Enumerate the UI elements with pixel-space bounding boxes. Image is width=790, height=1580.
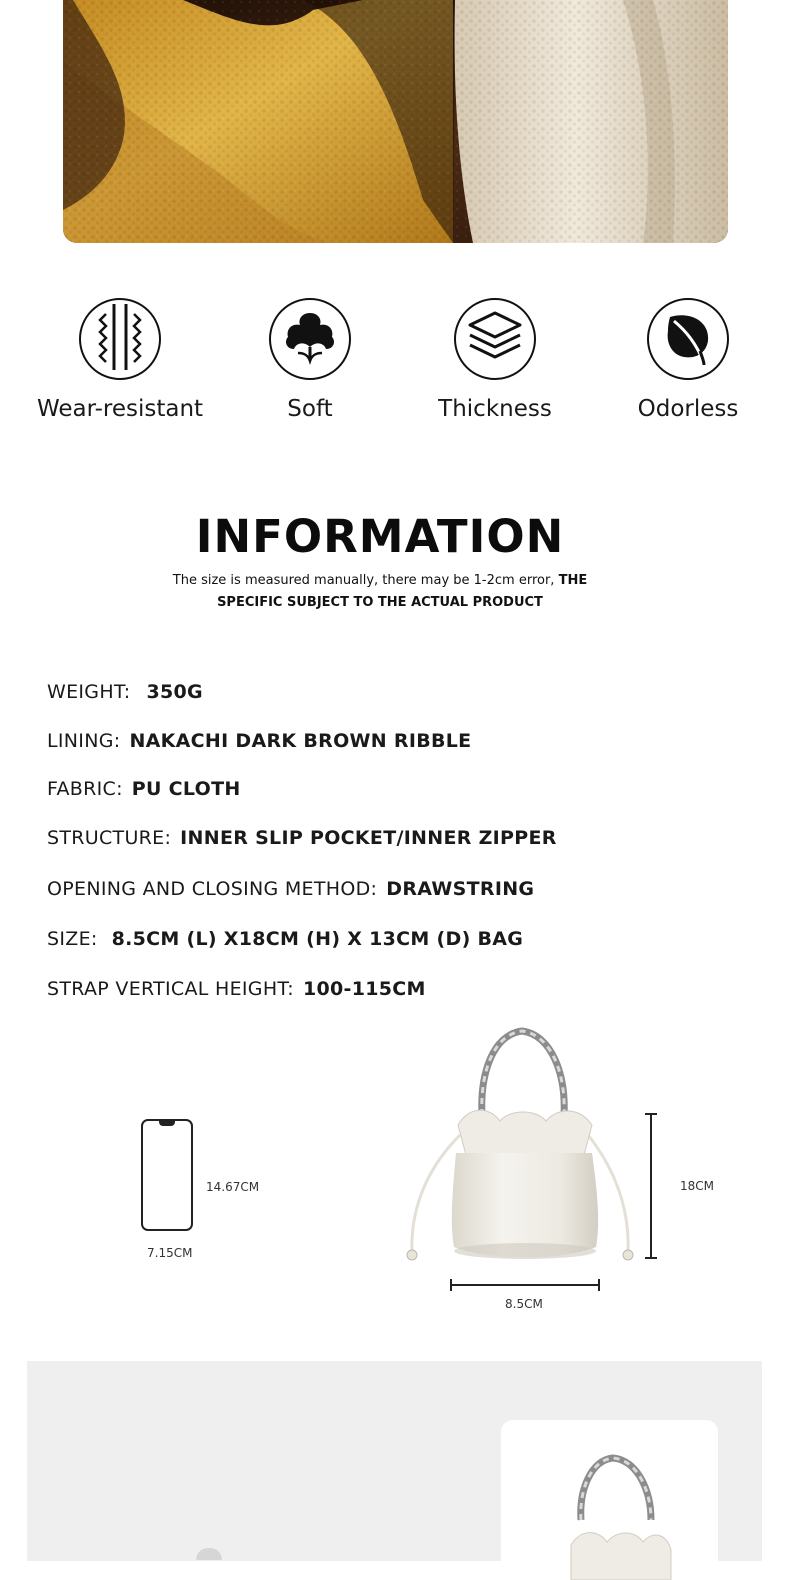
spec-key: LINING: — [47, 730, 121, 752]
width-measure-cap-left — [450, 1279, 452, 1291]
feature-label: Wear-resistant — [36, 396, 204, 422]
wear-resistant-icon — [92, 302, 148, 376]
information-note — [140, 570, 620, 614]
spec-size — [47, 928, 523, 950]
spec-structure — [47, 827, 557, 849]
spec-value: 350G — [146, 681, 203, 703]
width-measure-line — [451, 1284, 599, 1286]
feature-soft — [210, 298, 410, 422]
spec-value: INNER SLIP POCKET/INNER ZIPPER — [180, 827, 557, 849]
spec-key: STRUCTURE: — [47, 827, 172, 849]
spec-value: NAKACHI DARK BROWN RIBBLE — [129, 730, 472, 752]
bag-width-label: 8.5CM — [505, 1297, 543, 1311]
spec-lining — [47, 730, 471, 752]
feature-label: Odorless — [637, 396, 739, 422]
spec-weight — [47, 681, 203, 703]
spec-fabric — [47, 778, 241, 800]
spec-key: STRAP VERTICAL HEIGHT: — [47, 978, 294, 1000]
feature-label: Soft — [287, 396, 333, 422]
spec-value: PU CLOTH — [131, 778, 241, 800]
phone-outline — [141, 1119, 193, 1231]
note-plain: The size is measured manually, there may be 1-2cm error, — [172, 573, 555, 588]
feature-thickness — [395, 298, 595, 422]
spec-strap-height — [47, 978, 426, 1000]
bag-height-label: 18CM — [680, 1179, 715, 1193]
spec-key: WEIGHT: — [47, 681, 131, 703]
feature-label: Thickness — [438, 396, 552, 422]
leather-texture-photo — [63, 0, 728, 243]
height-measure-cap-bottom — [645, 1257, 657, 1259]
soft-icon — [280, 307, 340, 371]
thickness-icon — [464, 309, 526, 369]
width-measure-cap-right — [598, 1279, 600, 1291]
bottom-product-card — [501, 1420, 718, 1580]
spec-key: OPENING AND CLOSING METHOD: — [47, 878, 378, 900]
spec-key: SIZE: — [47, 928, 98, 950]
feature-odorless — [588, 298, 788, 422]
spec-opening-method — [47, 878, 534, 900]
odorless-icon — [660, 307, 716, 371]
phone-height-label: 14.67CM — [206, 1180, 260, 1194]
height-measure-line — [650, 1113, 652, 1259]
note-bold: THE SPECIFIC SUBJECT TO THE ACTUAL PRODUCT — [217, 573, 588, 610]
spec-value: 100-115CM — [302, 978, 426, 1000]
spec-value: 8.5CM (L) X18CM (H) X 13CM (D) BAG — [111, 928, 524, 950]
bucket-bag-illustration — [400, 1025, 650, 1270]
phone-notch — [159, 1121, 175, 1126]
feature-wear-resistant — [20, 298, 220, 422]
spec-value: DRAWSTRING — [386, 878, 535, 900]
spec-key: FABRIC: — [47, 778, 123, 800]
height-measure-cap-top — [645, 1113, 657, 1115]
information-title: INFORMATION — [195, 510, 565, 563]
phone-width-label: 7.15CM — [147, 1246, 193, 1260]
